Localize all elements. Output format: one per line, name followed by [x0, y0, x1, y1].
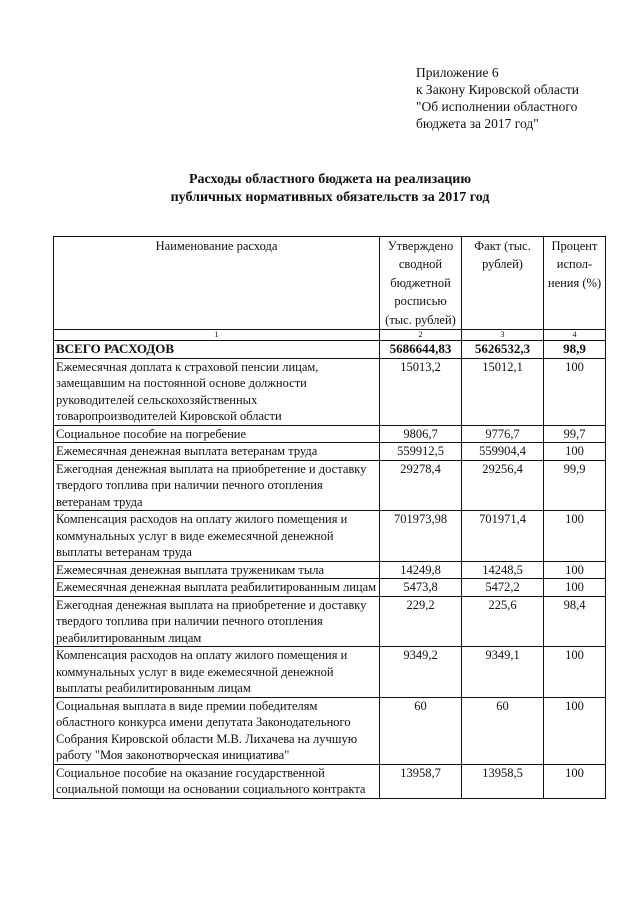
- row-percent: 99,9: [544, 460, 606, 511]
- row-percent: 100: [544, 647, 606, 698]
- row-name: Ежегодная денежная выплата на приобретение и доставку твердого топлива при наличии печного отопления реабилитированным лицам: [54, 596, 380, 647]
- row-percent: 100: [544, 511, 606, 562]
- row-approved: 13958,7: [380, 764, 462, 798]
- table-row: [54, 647, 606, 698]
- row-approved: 60: [380, 697, 462, 764]
- row-percent: 100: [544, 443, 606, 461]
- table-row: [54, 579, 606, 597]
- annex-block: [416, 64, 626, 132]
- row-fact: 559904,4: [462, 443, 544, 461]
- row-percent: 100: [544, 697, 606, 764]
- annex-line: к Закону Кировской области: [416, 82, 580, 97]
- row-percent: 100: [544, 579, 606, 597]
- header-name: Наименование расхода: [54, 237, 380, 330]
- column-number: 2: [380, 330, 462, 341]
- total-approved: 5686644,83: [380, 341, 462, 359]
- total-label: ВСЕГО РАСХОДОВ: [54, 341, 380, 359]
- row-approved: 9806,7: [380, 425, 462, 443]
- column-number-row: [54, 330, 606, 341]
- row-name: Компенсация расходов на оплату жилого помещения и коммунальных услуг в виде ежемесячной денежной выплаты реабилитированным лицам: [54, 647, 380, 698]
- expenses-table: [53, 236, 606, 799]
- row-fact: 9349,1: [462, 647, 544, 698]
- row-fact: 9776,7: [462, 425, 544, 443]
- row-name: Социальное пособие на погребение: [54, 425, 380, 443]
- row-fact: 225,6: [462, 596, 544, 647]
- table-row: [54, 460, 606, 511]
- row-name: Ежемесячная денежная выплата ветеранам труда: [54, 443, 380, 461]
- row-percent: 98,4: [544, 596, 606, 647]
- table-row: [54, 596, 606, 647]
- row-fact: 15012,1: [462, 358, 544, 425]
- row-approved: 5473,8: [380, 579, 462, 597]
- row-percent: 100: [544, 561, 606, 579]
- title-line: публичных нормативных обязательств за 2017 год: [170, 190, 490, 205]
- annex-line: Приложение 6: [416, 65, 499, 80]
- column-number: 3: [462, 330, 544, 341]
- row-name: Ежемесячная денежная выплата труженикам тыла: [54, 561, 380, 579]
- row-approved: 9349,2: [380, 647, 462, 698]
- table-row: [54, 443, 606, 461]
- row-percent: 100: [544, 358, 606, 425]
- total-row: [54, 341, 606, 359]
- column-number: 1: [54, 330, 380, 341]
- title-line: Расходы областного бюджета на реализацию: [188, 172, 472, 187]
- row-fact: 60: [462, 697, 544, 764]
- document-title: [60, 171, 600, 207]
- table-row: [54, 358, 606, 425]
- header-row: [54, 237, 606, 330]
- row-approved: 15013,2: [380, 358, 462, 425]
- row-approved: 29278,4: [380, 460, 462, 511]
- row-percent: 99,7: [544, 425, 606, 443]
- total-fact: 5626532,3: [462, 341, 544, 359]
- row-approved: 559912,5: [380, 443, 462, 461]
- table-row: [54, 511, 606, 562]
- row-fact: 701971,4: [462, 511, 544, 562]
- row-approved: 14249,8: [380, 561, 462, 579]
- table-row: [54, 561, 606, 579]
- table-row: [54, 764, 606, 798]
- header-approved: Утверждено сводной бюджетной росписью (тыс. рублей): [380, 237, 462, 330]
- row-fact: 14248,5: [462, 561, 544, 579]
- row-name: Ежегодная денежная выплата на приобретение и доставку твердого топлива при наличии печного отопления ветеранам труда: [54, 460, 380, 511]
- row-name: Социальная выплата в виде премии победителям областного конкурса имени депутата Законодательного Собрания Кировской области М.В. Лихачева на лучшую работу "Моя законотворческая инициатива": [54, 697, 380, 764]
- row-name: Социальное пособие на оказание государственной социальной помощи на основании социального контракта: [54, 764, 380, 798]
- row-fact: 13958,5: [462, 764, 544, 798]
- row-approved: 229,2: [380, 596, 462, 647]
- annex-line: бюджета за 2017 год": [416, 116, 539, 131]
- total-percent: 98,9: [544, 341, 606, 359]
- row-percent: 100: [544, 764, 606, 798]
- row-fact: 29256,4: [462, 460, 544, 511]
- row-approved: 701973,98: [380, 511, 462, 562]
- row-fact: 5472,2: [462, 579, 544, 597]
- row-name: Компенсация расходов на оплату жилого помещения и коммунальных услуг в виде ежемесячной денежной выплаты ветеранам труда: [54, 511, 380, 562]
- header-percent: Процент испол-нения (%): [544, 237, 606, 330]
- row-name: Ежемесячная доплата к страховой пенсии лицам, замещавшим на постоянной основе должности руководителей сельскохозяйственных товаропроизводителей Кировской области: [54, 358, 380, 425]
- column-number: 4: [544, 330, 606, 341]
- row-name: Ежемесячная денежная выплата реабилитированным лицам: [54, 579, 380, 597]
- table-row: [54, 697, 606, 764]
- annex-line: "Об исполнении областного: [416, 99, 578, 114]
- header-fact: Факт (тыс. рублей): [462, 237, 544, 330]
- table-row: [54, 425, 606, 443]
